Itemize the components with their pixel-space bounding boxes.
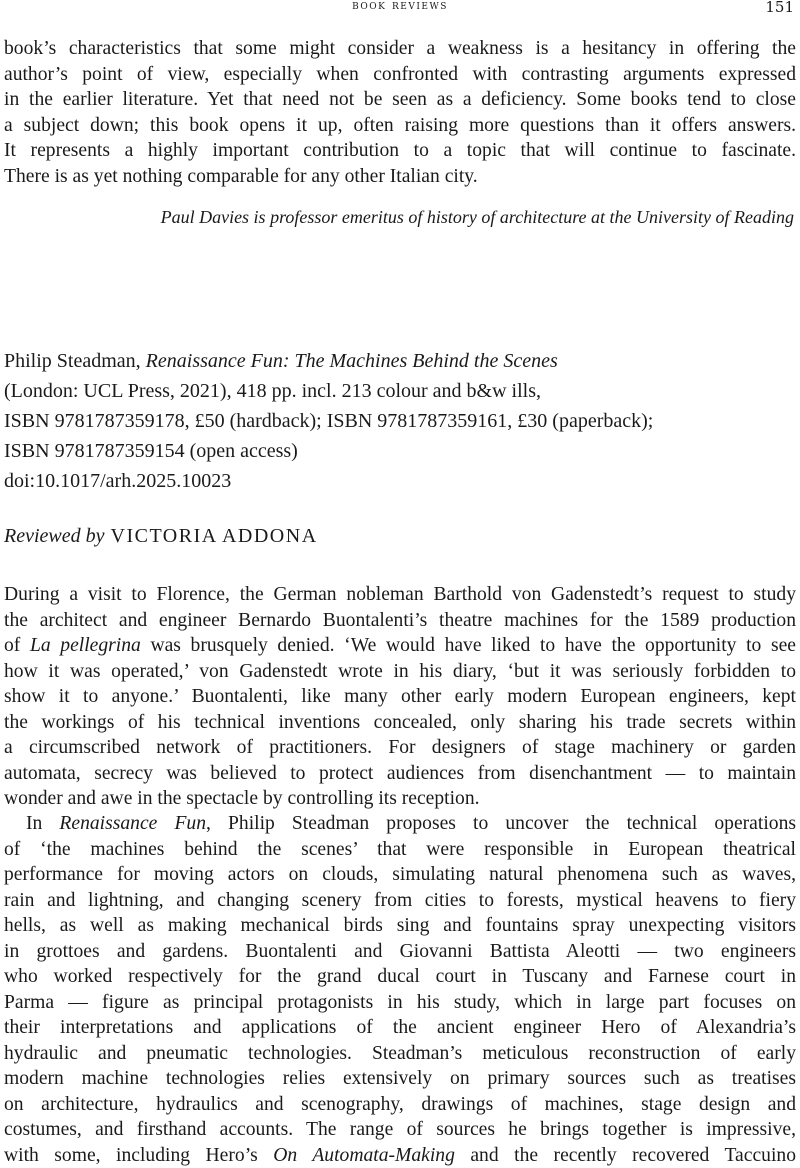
text-run: In: [26, 813, 59, 834]
text-line: rain and lightning, and changing scenery from cities to forests, mystical heavens to fiery: [4, 888, 796, 914]
text-line: hells, as well as making mechanical birds sing and fountains spray unexpecting visitors: [4, 913, 796, 939]
text-line: costumes, and firsthand accounts. The range of sources he brings together is impressive,: [4, 1117, 796, 1143]
text-line: [4, 811, 796, 837]
running-head-title: book reviews: [0, 0, 800, 13]
isbn-print: ISBN 9781787359178, £50 (hardback); ISBN 9781787359161, £30 (paperback);: [4, 406, 653, 436]
reviewer-name: VICTORIA ADDONA: [111, 525, 318, 547]
review-paragraph-2: [4, 811, 796, 1168]
text-run: with some, including Hero’s: [4, 1145, 273, 1166]
text-line: show it to anyone.’ Buontalenti, like many other early modern European engineers, kept: [4, 684, 796, 710]
text-line: of ‘the machines behind the scenes’ that were responsible in European theatrical: [4, 837, 796, 863]
text-line: who worked respectively for the grand ducal court in Tuscany and Farnese court in: [4, 964, 796, 990]
text-line: hydraulic and pneumatic technologies. Steadman’s meticulous reconstruction of early: [4, 1041, 796, 1067]
running-head: [0, 0, 800, 16]
previous-reviewer-bio: Paul Davies is professor emeritus of history of architecture at the University of Reading: [161, 207, 794, 228]
text-line: a circumscribed network of practitioners. For designers of stage machinery or garden: [4, 735, 796, 761]
text-line: their interpretations and applications of the ancient engineer Hero of Alexandria’s: [4, 1015, 796, 1041]
work-title: On Automata-Making: [273, 1145, 455, 1166]
text-line: the architect and engineer Bernardo Buontalenti’s theatre machines for the 1589 production: [4, 608, 796, 634]
text-line: During a visit to Florence, the German nobleman Barthold von Gadenstedt’s request to study: [4, 582, 796, 608]
book-author: Philip Steadman,: [4, 350, 141, 372]
text-line: modern machine technologies relies extensively on primary sources such as treatises: [4, 1066, 796, 1092]
text-line: how it was operated,’ von Gadenstedt wrote in his diary, ‘but it was seriously forbidden to: [4, 659, 796, 685]
text-line: book’s characteristics that some might consider a weakness is a hesitancy in offering the: [4, 36, 796, 62]
text-line: automata, secrecy was believed to protect audiences from disenchantment — to maintain: [4, 761, 796, 787]
text-line: It represents a highly important contribution to a topic that will continue to fascinate.: [4, 138, 796, 164]
work-title: La pellegrina: [30, 635, 141, 656]
text-line: on architecture, hydraulics and scenography, drawings of machines, stage design and: [4, 1092, 796, 1118]
text-run: , Philip Steadman proposes to uncover the technical operations: [206, 813, 796, 834]
text-line: in grottoes and gardens. Buontalenti and Giovanni Battista Aleotti — two engineers: [4, 939, 796, 965]
text-line: [4, 633, 796, 659]
reviewer-line: [4, 525, 318, 548]
text-line: Parma — figure as principal protagonists in his study, which in large part focuses on: [4, 990, 796, 1016]
text-line: the workings of his technical inventions concealed, only sharing his trade secrets within: [4, 710, 796, 736]
publication-details: (London: UCL Press, 2021), 418 pp. incl. 213 colour and b&w ills,: [4, 376, 653, 406]
text-line: a subject down; this book opens it up, often raising more questions than it offers answers.: [4, 113, 796, 139]
bibliographic-entry: [4, 346, 653, 496]
isbn-open-access: ISBN 9781787359154 (open access): [4, 436, 653, 466]
text-line: performance for moving actors on clouds, simulating natural phenomena such as waves,: [4, 862, 796, 888]
reviewed-by-label: Reviewed by: [4, 525, 105, 547]
book-title: Renaissance Fun: The Machines Behind the Scenes: [146, 350, 558, 372]
page-number: 151: [765, 0, 794, 16]
text-line: author’s point of view, especially when confronted with contrasting arguments expressed: [4, 62, 796, 88]
doi: doi:10.1017/arh.2025.10023: [4, 466, 653, 496]
author-and-title-line: [4, 346, 653, 376]
work-title: Renaissance Fun: [59, 813, 206, 834]
closing-paragraph-previous-review: [4, 36, 796, 189]
text-line: [4, 1143, 796, 1168]
text-line: in the earlier literature. Yet that need not be seen as a deficiency. Some books tend to close: [4, 87, 796, 113]
text-run: of: [4, 635, 30, 656]
text-line: There is as yet nothing comparable for any other Italian city.: [4, 164, 796, 190]
text-run: was brusquely denied. ‘We would have liked to have the opportunity to see: [141, 635, 796, 656]
text-run: and the recently recovered Taccuino: [455, 1145, 796, 1166]
review-paragraph-1: [4, 582, 796, 812]
text-line: wonder and awe in the spectacle by controlling its reception.: [4, 786, 796, 812]
